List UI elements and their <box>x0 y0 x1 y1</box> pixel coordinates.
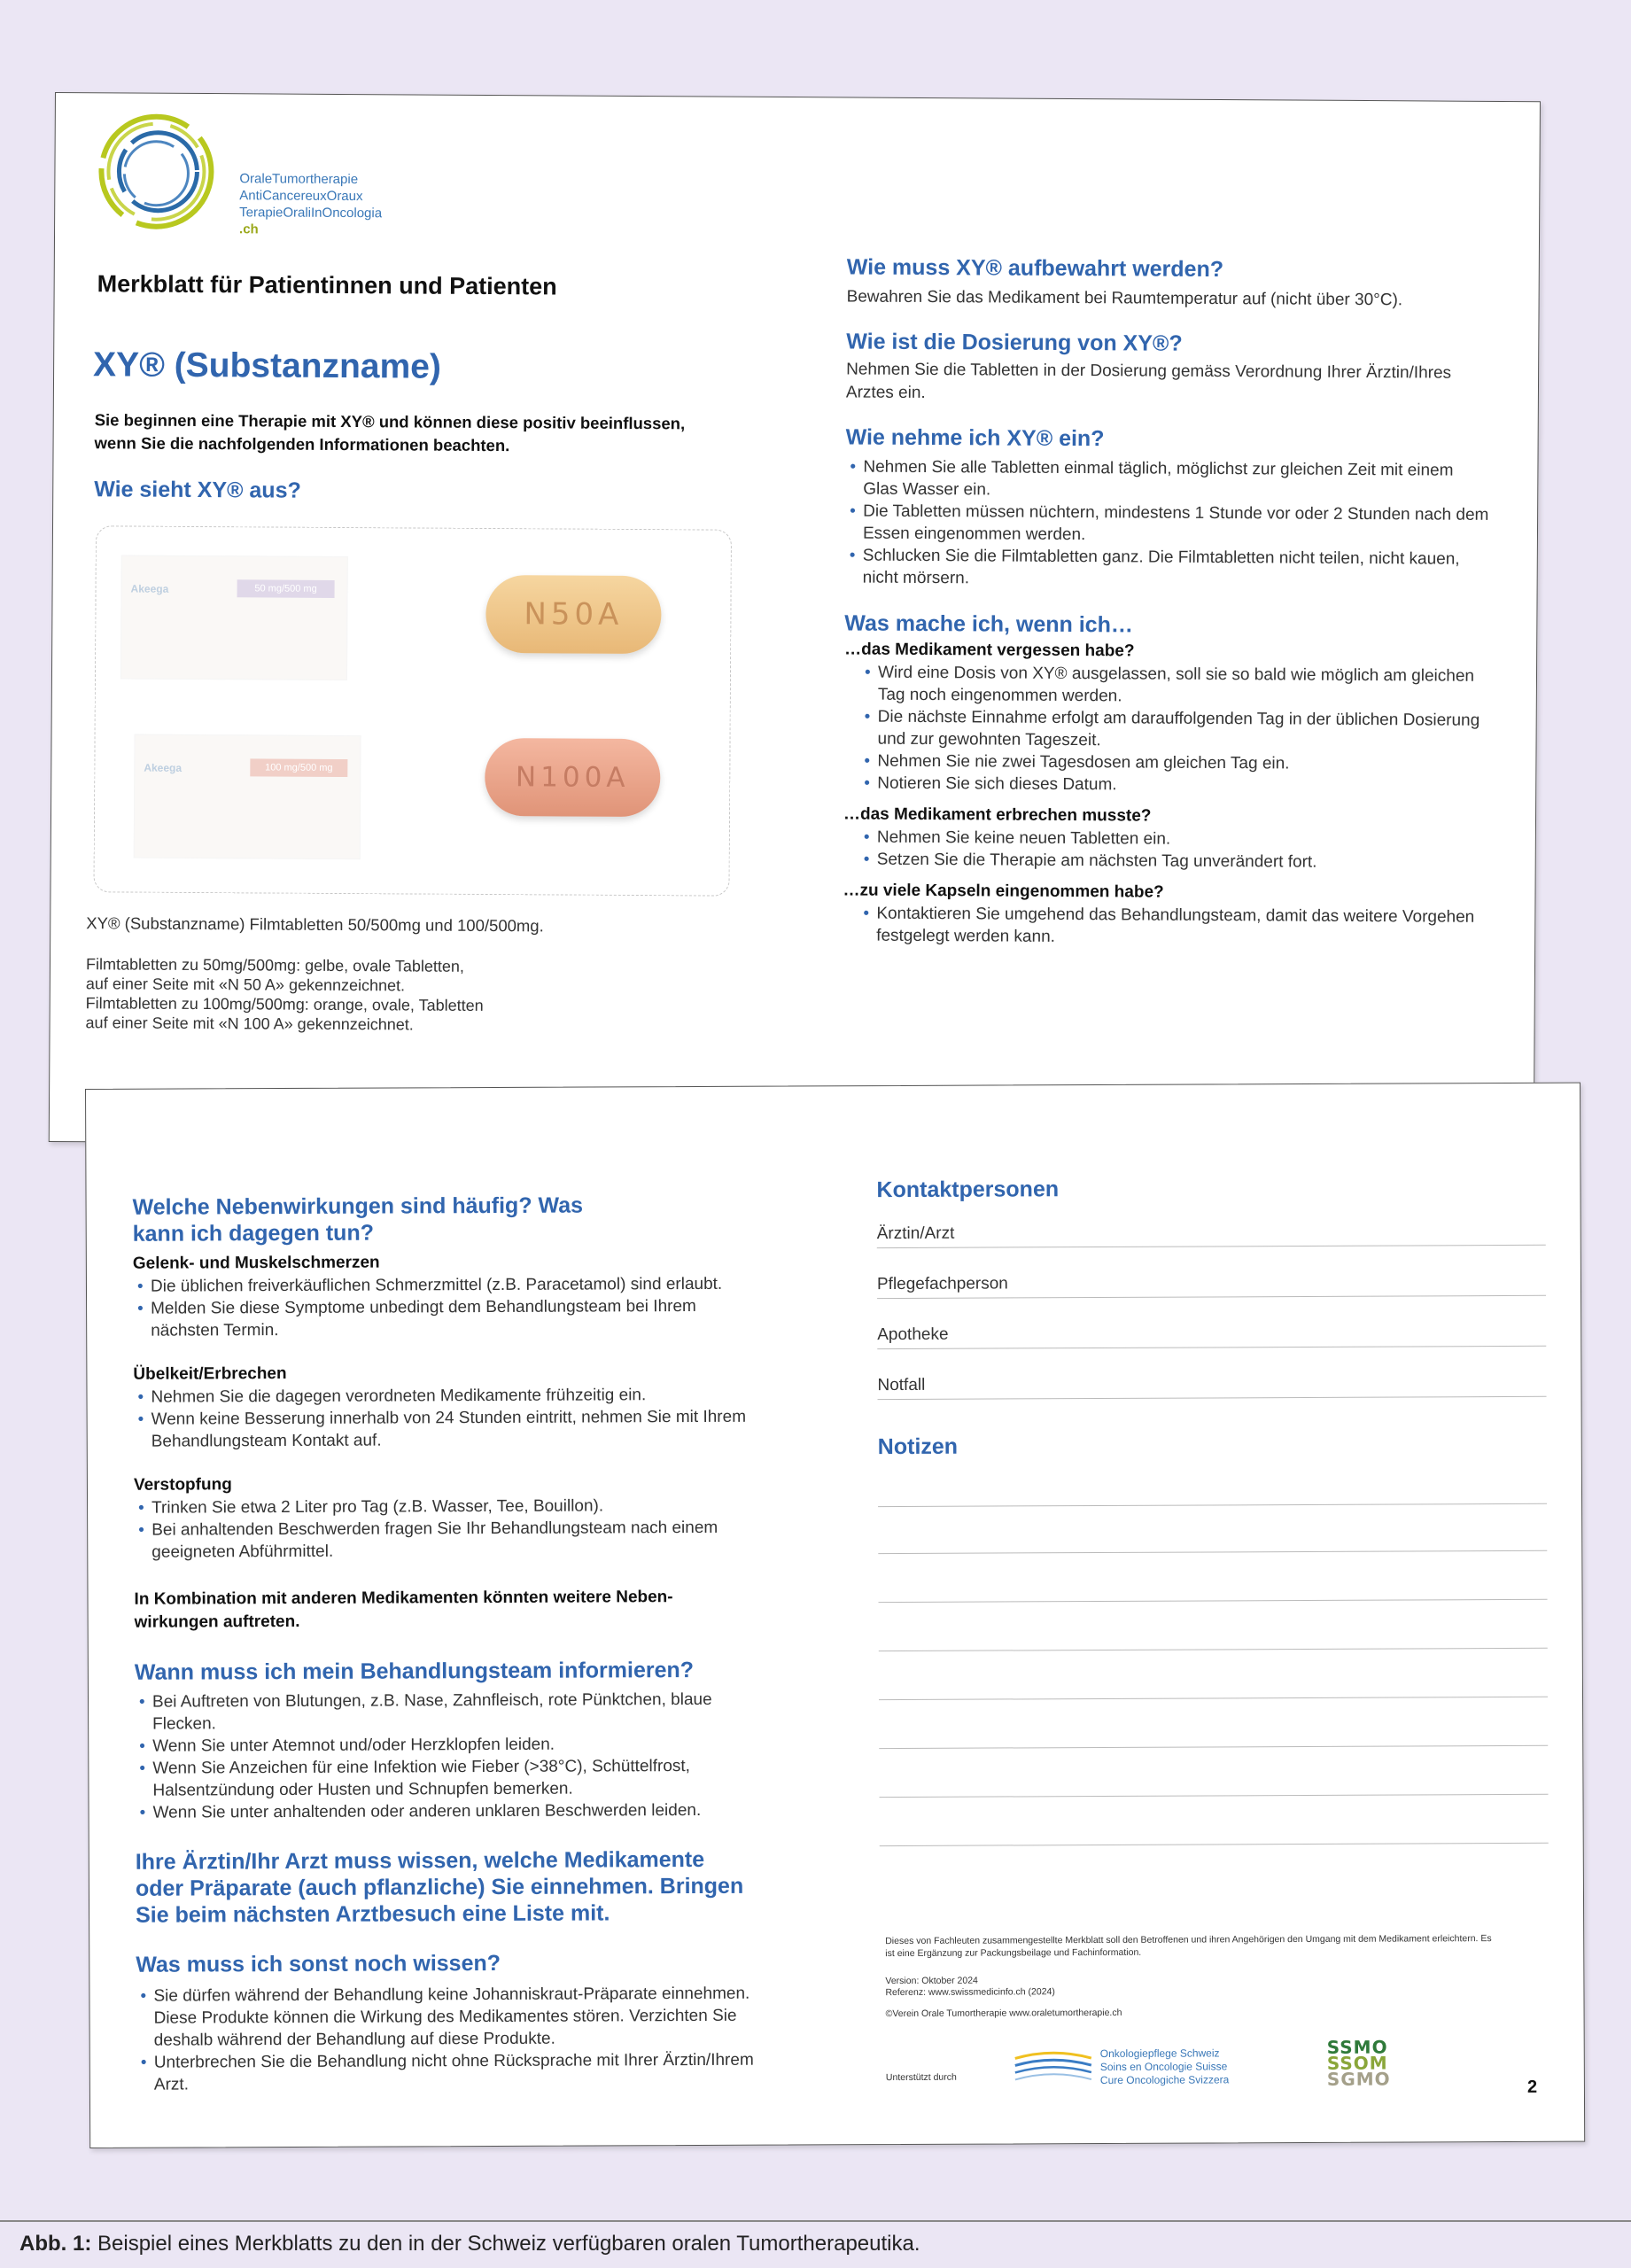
ssmo-logo <box>1326 2036 1391 2090</box>
contact-field-doctor[interactable] <box>877 1220 1546 1248</box>
list-item: • Nehmen Sie alle Tabletten einmal täglich, möglichst zur gleichen Zeit mit einem Glas Wasser ein. <box>863 456 1492 504</box>
tablets-desc-line: Filmtabletten zu 100mg/500mg: orange, ovale, Tabletten <box>85 994 484 1014</box>
back-sheet <box>85 1083 1585 2148</box>
list-item: • Wird eine Dosis von XY® ausgelassen, soll sie so bald wie möglich am gleichen Tag noch eingenommen werden. <box>878 662 1491 710</box>
tablets-description <box>86 954 484 1035</box>
tablet-n100a-imprint: N100A <box>515 761 630 794</box>
list-item: • Nehmen Sie keine neuen Tabletten ein. <box>877 827 1490 852</box>
tablet-n50a <box>485 575 662 654</box>
onkologiepflege-wave-icon <box>1014 2044 1093 2088</box>
tablets-desc-line: auf einer Seite mit «N 50 A» gekennzeichnet. <box>85 975 406 995</box>
notes-lines <box>878 1466 1553 1846</box>
logo-rings-icon <box>94 109 219 234</box>
list-item: • Nehmen Sie nie zwei Tagesdosen am gleichen Tag ein. <box>877 750 1490 776</box>
nausea-heading: Übelkeit/Erbrechen <box>133 1364 287 1384</box>
inform-heading: Wann muss ich mein Behandlungsteam informieren? <box>134 1658 695 1685</box>
supported-by: Unterstützt durch <box>885 2071 957 2084</box>
vomit-list <box>843 826 1490 874</box>
page-number: 2 <box>1526 2077 1538 2097</box>
sponsor-line: Cure Oncologiche Svizzera <box>1099 2073 1230 2087</box>
logo-line-4: .ch <box>239 221 259 237</box>
contact-field-nurse[interactable] <box>877 1270 1546 1299</box>
package-100-brand: Akeega <box>144 761 183 774</box>
note-line[interactable] <box>878 1551 1547 1603</box>
side-effects-heading: Welche Nebenwirkungen sind häufig? Was kann ich dagegen tun? <box>132 1192 584 1247</box>
logo-line-1: OraleTumortherapie <box>239 171 359 188</box>
contact-label: Apotheke <box>877 1324 949 1345</box>
tablets-desc-line: auf einer Seite mit «N 100 A» gekennzeichnet. <box>85 1014 414 1034</box>
front-sheet <box>49 92 1541 1151</box>
contact-label: Pflegefachperson <box>876 1274 1008 1294</box>
toomany-heading: …zu viele Kapseln eingenommen habe? <box>843 881 1164 902</box>
logo-text <box>239 170 382 238</box>
logo-line-3: TerapieOraliInOncologia <box>239 205 383 221</box>
contact-field-emergency[interactable] <box>877 1371 1546 1400</box>
package-100-label: 100 mg/500 mg <box>250 758 347 777</box>
inform-list <box>135 1688 862 1824</box>
list-item: • Wenn Sie unter Atemnot und/oder Herzklopfen leiden. <box>152 1732 861 1757</box>
looks-heading: Wie sieht XY® aus? <box>94 477 301 503</box>
ssmo-line: SSOM <box>1326 2052 1388 2074</box>
contacts-column <box>876 1174 1552 1846</box>
note-line[interactable] <box>879 1697 1548 1749</box>
note-line[interactable] <box>879 1649 1548 1700</box>
drug-name: XY® (Substanzname) <box>92 346 442 386</box>
what-if-heading: Was mache ich, wenn ich… <box>844 610 1133 638</box>
left-column <box>133 1191 863 2096</box>
list-item: • Unterbrechen Sie die Behandlung nicht ohne Rücksprache mit Ihrer Ärztin/Ihrem Arzt. <box>154 2049 774 2096</box>
vomit-heading: …das Medikament erbrechen musste? <box>843 804 1152 826</box>
dosage-text: Nehmen Sie die Tabletten in der Dosierung gemäss Verordnung Ihrer Ärztin/Ihres Arztes ein. <box>845 360 1452 403</box>
intake-heading: Wie nehme ich XY® ein? <box>845 424 1105 452</box>
doctor-note: Ihre Ärztin/Ihr Arzt muss wissen, welche Medikamente oder Präparate (auch pflanzliche) Sie einnehmen. Bringen Sie beim nächsten Arztbesuch eine Liste mit. <box>135 1846 744 1928</box>
sponsor-line: Soins en Oncologie Suisse <box>1099 2060 1228 2074</box>
note-line[interactable] <box>879 1746 1548 1798</box>
storage-heading: Wie muss XY® aufbewahrt werden? <box>846 254 1224 283</box>
list-item: • Schlucken Sie die Filmtabletten ganz. Die Filmtabletten nicht teilen, nicht kauen, nicht mörsern. <box>863 545 1492 593</box>
list-item: • Wenn Sie unter anhaltenden oder anderen unklaren Beschwerden leiden. <box>153 1798 862 1823</box>
tablet-n50a-imprint: N50A <box>524 596 624 633</box>
list-item: • Wenn Sie Anzeichen für eine Infektion wie Fieber (>38°C), Schüttelfrost, Halsentzündung oder Husten und Schnupfen bemerken. <box>152 1755 755 1802</box>
intro-text: Sie beginnen eine Therapie mit XY® und können diese positiv beeinflussen, wenn Sie die nachfolgenden Informationen beachten. <box>94 410 686 455</box>
list-item: • Die Tabletten müssen nüchtern, mindestens 1 Stunde vor oder 2 Stunden nach dem Essen eingenommen werden. <box>863 501 1492 548</box>
tablets-caption: XY® (Substanzname) Filmtabletten 50/500mg und 100/500mg. <box>86 913 544 936</box>
right-column <box>843 253 1494 950</box>
package-100 <box>134 734 361 860</box>
onkologiepflege-text <box>1100 2047 1230 2087</box>
note-line[interactable] <box>878 1504 1547 1554</box>
ssmo-line: SGMO <box>1326 2068 1391 2090</box>
list-item: • Die üblichen freiverkäuflichen Schmerzmittel (z.B. Paracetamol) sind erlaubt. <box>151 1272 859 1297</box>
other-list <box>136 1982 863 2096</box>
list-item: • Nehmen Sie die dagegen verordneten Medikamente frühzeitig ein. <box>151 1383 859 1408</box>
version: Version: Oktober 2024 <box>885 1975 978 1987</box>
list-item: • Bei Auftreten von Blutungen, z.B. Nase, Zahnfleisch, rote Pünktchen, blaue Flecken. <box>152 1689 719 1736</box>
joint-heading: Gelenk- und Muskelschmerzen <box>132 1253 380 1273</box>
sponsor-line: Onkologiepflege Schweiz <box>1099 2047 1220 2061</box>
package-50-label: 50 mg/500 mg <box>237 579 335 598</box>
combination-note: In Kombination mit anderen Medikamenten könnten weitere Neben-wirkungen auftreten. <box>134 1588 673 1632</box>
caption-label: Abb. 1: <box>19 2232 92 2256</box>
toomany-list <box>843 902 1489 950</box>
package-50-brand: Akeega <box>130 582 169 595</box>
dosage-heading: Wie ist die Dosierung von XY®? <box>846 329 1183 356</box>
forgot-heading: …das Medikament vergessen habe? <box>844 640 1135 661</box>
notes-heading: Notizen <box>877 1433 959 1460</box>
reference: Referenz: www.swissmedicinfo.ch (2024) <box>885 1986 1055 1999</box>
other-heading: Was muss ich sonst noch wissen? <box>136 1950 501 1977</box>
logo-line-2: AntiCancereuxOraux <box>239 188 363 205</box>
note-line[interactable] <box>878 1466 1547 1507</box>
nausea-list <box>133 1383 859 1453</box>
forgot-list <box>843 661 1491 797</box>
list-item: • Notieren Sie sich dieses Datum. <box>877 773 1490 798</box>
list-item: • Melden Sie diese Symptome unbedingt dem Behandlungsteam bei Ihrem nächsten Termin. <box>151 1295 753 1342</box>
contacts-heading: Kontaktpersonen <box>876 1177 1060 1203</box>
caption-text: Beispiel eines Merkblatts zu den in der Schweiz verfügbaren oralen Tumortherapeutika. <box>97 2232 920 2256</box>
contact-label: Ärztin/Arzt <box>876 1223 955 1244</box>
intake-list <box>845 455 1493 592</box>
constipation-list <box>134 1494 860 1564</box>
figure-caption <box>19 2232 920 2256</box>
storage-text: Bewahren Sie das Medikament bei Raumtemperatur auf (nicht über 30°C). <box>846 287 1403 310</box>
list-item: • Sie dürfen während der Behandlung keine Johanniskraut-Präparate einnehmen. Diese Produkte können die Wirkung des Medikamentes stören. Verzichten Sie deshalb während der Behandlung auf diese Produkte. <box>153 1983 773 2052</box>
package-50 <box>120 555 348 680</box>
list-item: • Trinken Sie etwa 2 Liter pro Tag (z.B. Wasser, Tee, Bouillon). <box>151 1494 860 1518</box>
disclaimer: Dieses von Fachleuten zusammengestellte Merkblatt soll den Betroffenen und ihren Angehörigen den Umgang mit dem Medikament erleichtern. Es ist eine Ergänzung zur Packungsbeilage und Fachinformation. <box>885 1933 1492 1960</box>
tablets-desc-line: Filmtabletten zu 50mg/500mg: gelbe, ovale Tabletten, <box>85 955 464 975</box>
note-line[interactable] <box>879 1795 1548 1846</box>
list-item: • Bei anhaltenden Beschwerden fragen Sie Ihr Behandlungsteam nach einem geeigneten Abführmittel. <box>151 1517 772 1564</box>
contact-label: Notfall <box>877 1375 926 1395</box>
caption-divider <box>0 2220 1631 2222</box>
tablet-image-frame <box>93 525 732 896</box>
list-item: • Die nächste Einnahme erfolgt am darauffolgenden Tag in der üblichen Dosierung und zur gewohnten Tageszeit. <box>877 706 1490 754</box>
list-item: • Setzen Sie die Therapie am nächsten Tag unverändert fort. <box>877 849 1490 874</box>
doc-title: Merkblatt für Patientinnen und Patienten <box>97 270 557 300</box>
ssmo-line: SSMO <box>1326 2036 1388 2058</box>
joint-list <box>133 1272 859 1342</box>
constipation-heading: Verstopfung <box>133 1475 232 1495</box>
list-item: • Kontaktieren Sie umgehend das Behandlungsteam, damit das weitere Vorgehen festgelegt werden kann. <box>876 903 1489 951</box>
list-item: • Wenn keine Besserung innerhalb von 24 Stunden eintritt, nehmen Sie mit Ihrem Behandlungsteam Kontakt auf. <box>151 1406 763 1453</box>
note-line[interactable] <box>879 1600 1548 1651</box>
contact-field-pharmacy[interactable] <box>877 1321 1546 1349</box>
copyright: ©Verein Orale Tumortherapie www.oraletumortherapie.ch <box>885 2007 1122 2020</box>
tablet-n100a <box>485 738 661 817</box>
